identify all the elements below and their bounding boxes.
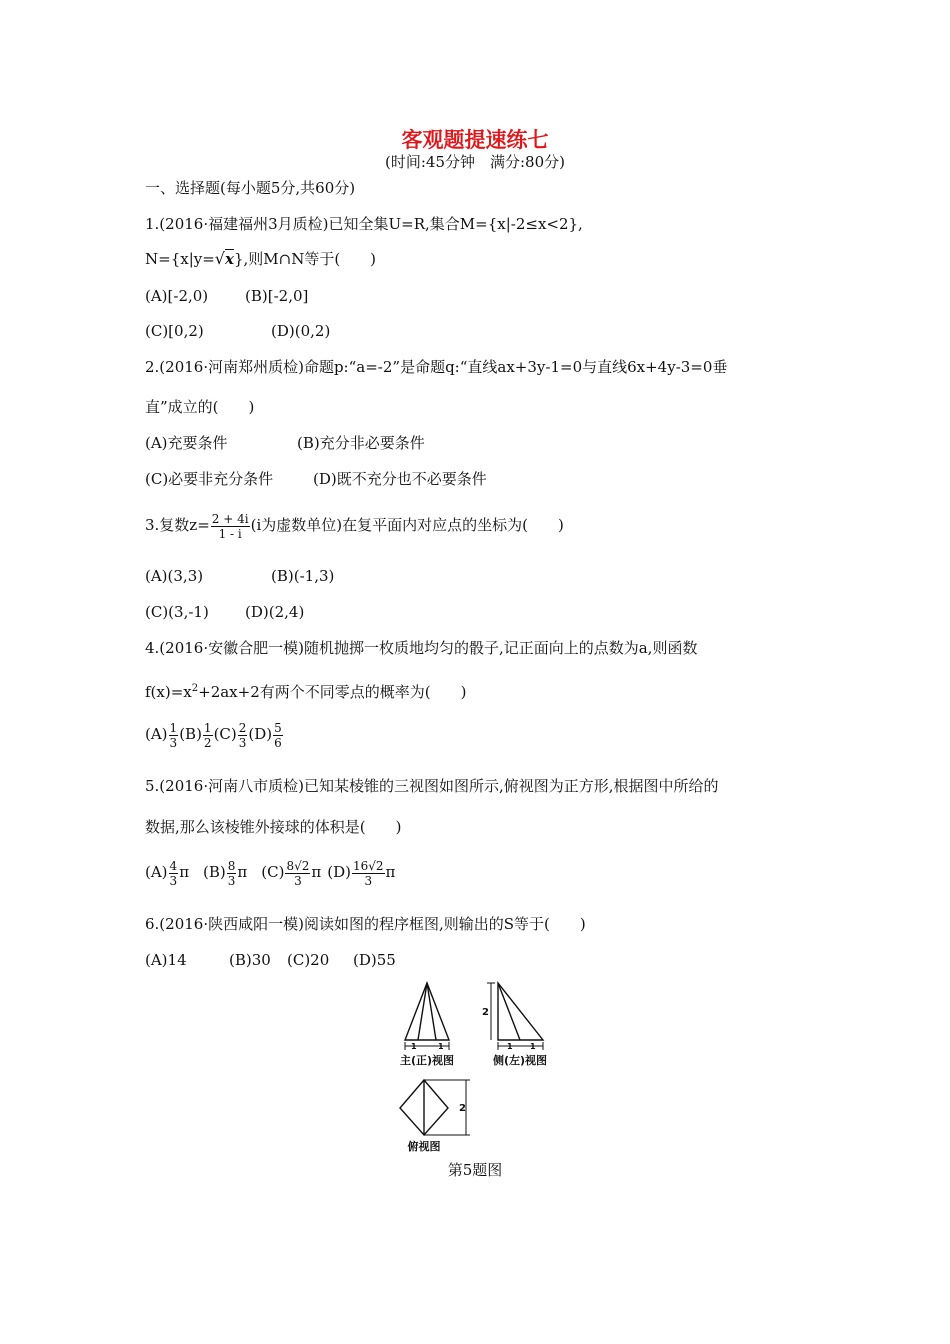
section-heading: 一、选择题(每小题5分,共60分) <box>145 179 356 197</box>
q6-option-d: (D)55 <box>353 951 396 969</box>
q5-stem-line1: 5.(2016·河南八市质检)已知某棱锥的三视图如图所示,俯视图为正方形,根据图中所给的 <box>145 777 719 795</box>
q2-option-c: (C)必要非充分条件 <box>145 470 274 488</box>
q1-option-a: (A)[-2,0) <box>145 287 209 305</box>
q3-options-row2 <box>145 602 304 622</box>
q5-stem-line2: 数据,那么该棱锥外接球的体积是( ) <box>145 818 402 836</box>
front-view-dim-right: 1 <box>438 1042 444 1051</box>
q2-option-b: (B)充分非必要条件 <box>297 434 425 452</box>
q2-stem-line1: 2.(2016·河南郑州质检)命题p:“a=-2”是命题q:“直线ax+3y-1=0与直线6x+4y-3=0垂 <box>145 358 728 376</box>
q6-option-c: (C)20 <box>287 951 330 969</box>
q1-options-row1 <box>145 286 308 306</box>
q2-options-row2 <box>145 469 487 489</box>
front-view-label: 主(正)视图 <box>399 1054 455 1067</box>
top-view-dim-height: 2 <box>459 1103 466 1114</box>
q1-option-d: (D)(0,2) <box>271 322 331 340</box>
q3-options-row1 <box>145 566 334 586</box>
q4-option-d: (D) $\frac{5}{6}$ <box>248 720 282 750</box>
q1-stem-line2: N={x|y=√x},则M∩N等于( ) <box>145 249 377 268</box>
side-view-dim-height: 2 <box>482 1007 489 1018</box>
q3-option-b: (B)(-1,3) <box>271 567 335 585</box>
q1-option-c: (C)[0,2) <box>145 322 204 340</box>
q4-stem-line2: $f(x)=x^2+2ax+2$有两个不同零点的概率为( ) <box>145 683 467 701</box>
top-view-label: 俯视图 <box>407 1140 441 1153</box>
q5-option-c: (C) $\frac{8√2}{3}$ π <box>261 858 322 888</box>
q1-options-row2 <box>145 321 330 341</box>
three-view-figure <box>390 980 560 1155</box>
q2-option-a: (A)充要条件 <box>145 434 228 452</box>
q4-options <box>145 717 284 751</box>
q4-option-c: (C) $\frac{2}{3}$ <box>213 720 247 750</box>
q2-stem-line2: 直”成立的( ) <box>145 398 255 416</box>
q6-options <box>145 950 396 970</box>
q3-option-c: (C)(3,-1) <box>145 603 209 621</box>
q2-option-d: (D)既不充分也不必要条件 <box>313 470 487 488</box>
q3-option-a: (A)(3,3) <box>145 567 204 585</box>
q3-fraction: $\frac{2 + 4i}{1 - i}$ <box>211 511 249 541</box>
q3-option-d: (D)(2,4) <box>245 603 305 621</box>
page-subtitle: (时间:45分钟 满分:80分) <box>385 153 565 171</box>
front-view <box>405 983 449 1050</box>
q5-options <box>145 855 395 889</box>
sqrt-radicand: x <box>225 250 234 268</box>
sqrt-symbol: √ <box>214 249 225 268</box>
q5-option-a: (A) $\frac{4}{3}$ π <box>145 858 190 888</box>
q6-option-b: (B)30 <box>229 951 271 969</box>
side-view-dim-left: 1 <box>507 1042 513 1051</box>
side-view <box>487 983 543 1050</box>
q4-option-b: (B) $\frac{1}{2}$ <box>179 720 212 750</box>
q3-stem: 3.复数z= $\frac{2 + 4i}{1 - i}$ (i为虚数单位)在复平面内对应点的坐标为( ) <box>145 511 564 541</box>
side-view-dim-right: 1 <box>530 1042 536 1051</box>
q1-stem-line1: 1.(2016·福建福州3月质检)已知全集U=R,集合M={x|-2≤x<2}, <box>145 215 583 233</box>
q6-option-a: (A)14 <box>145 951 187 969</box>
side-view-label: 侧(左)视图 <box>492 1054 548 1067</box>
q5-option-d: (D) $\frac{16√2}{3}$ π <box>327 858 396 888</box>
q2-options-row1 <box>145 433 425 453</box>
q4-stem-line1: 4.(2016·安徽合肥一模)随机抛掷一枚质地均匀的骰子,记正面向上的点数为a,则函数 <box>145 639 698 657</box>
q4-option-a: (A) $\frac{1}{3}$ <box>145 720 178 750</box>
q1-option-b: (B)[-2,0] <box>245 287 309 305</box>
q6-stem: 6.(2016·陕西咸阳一模)阅读如图的程序框图,则输出的S等于( ) <box>145 915 586 933</box>
figure-caption: 第5题图 <box>447 1161 503 1179</box>
front-view-dim-left: 1 <box>411 1042 417 1051</box>
page-title: 客观题提速练七 <box>401 128 549 152</box>
q5-option-b: (B) $\frac{8}{3}$ π <box>203 858 248 888</box>
